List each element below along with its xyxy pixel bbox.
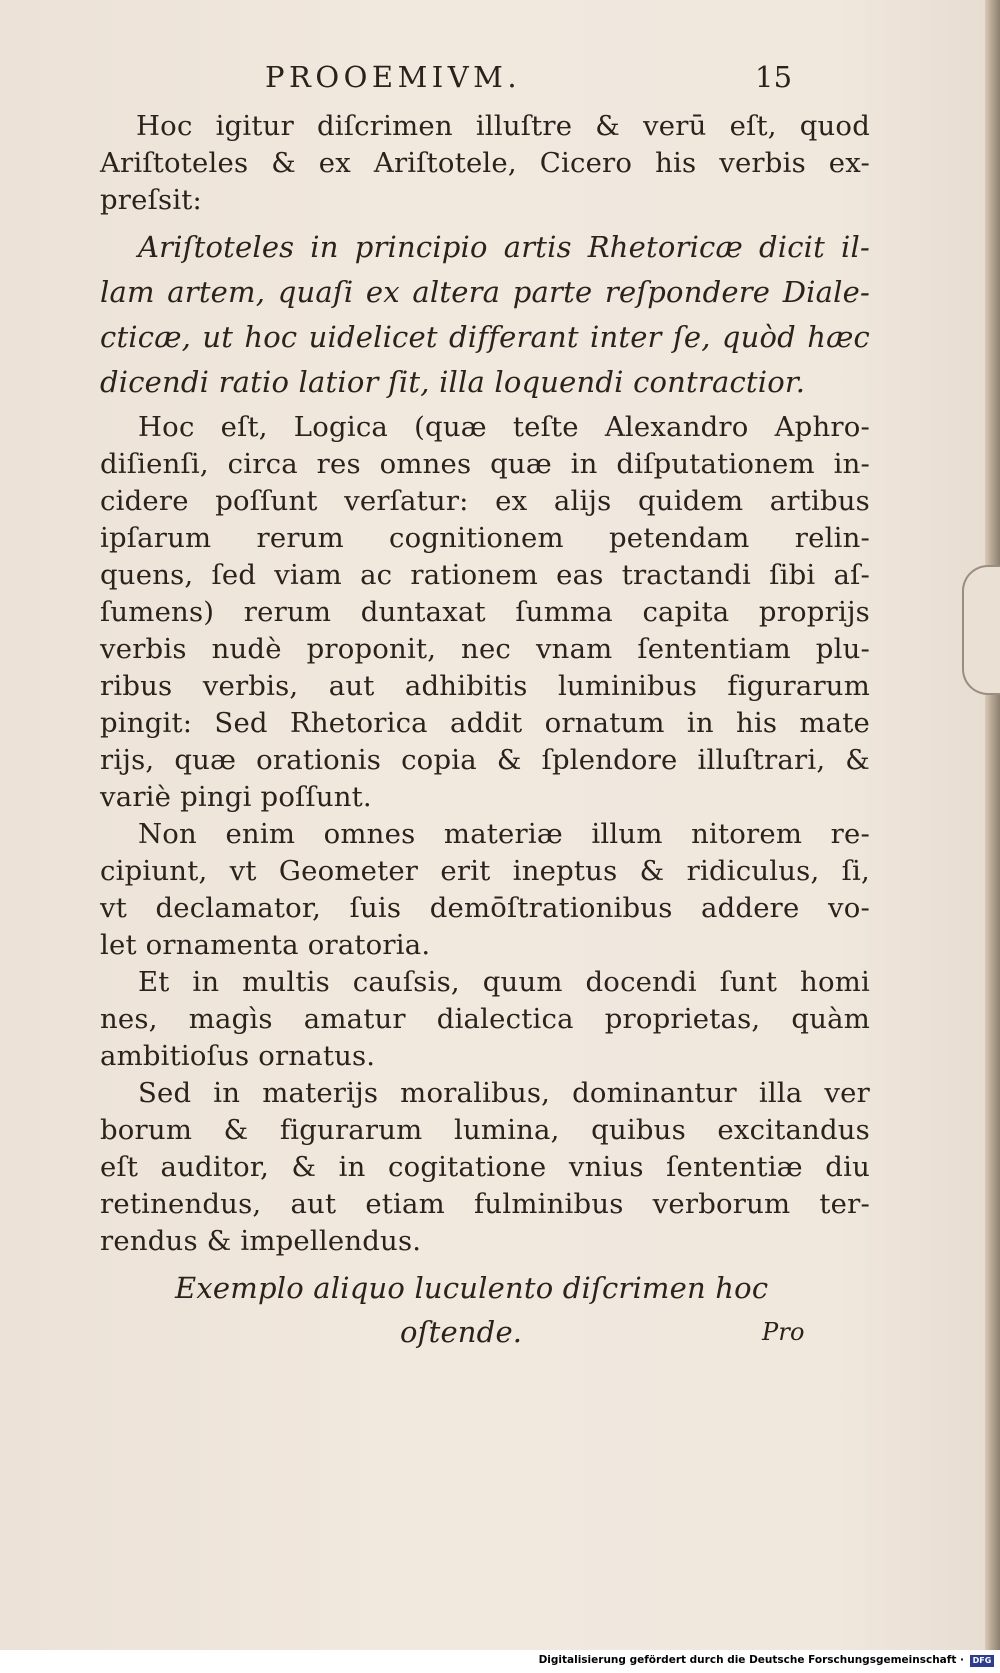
text-block bbox=[100, 60, 870, 1354]
question-line: Exemplo aliquo luculento diſcrimen hoc bbox=[175, 1271, 769, 1305]
page-edge bbox=[985, 0, 1000, 1650]
paragraph-5 bbox=[100, 1075, 870, 1260]
text-line: ipſarum rerum cognitionem petendam relin- bbox=[100, 522, 870, 554]
footer-bar bbox=[0, 1650, 1000, 1673]
text-line: eſt auditor, & in cogitatione vnius ſententiæ diu bbox=[100, 1151, 870, 1183]
dfg-logo: DFG bbox=[970, 1655, 994, 1667]
text-line: ſumens) rerum duntaxat ſumma capita proprijs bbox=[100, 596, 870, 628]
running-head: PROOEMIVM. bbox=[265, 60, 522, 94]
cicero-quotation bbox=[100, 225, 870, 405]
text-line: Hoc eſt, Logica (quæ teſte Alexandro Aphro- bbox=[138, 411, 870, 443]
quote-line: cticæ, ut hoc uidelicet differant inter ſe, quòd hæc bbox=[100, 320, 870, 354]
text-line: Hoc igitur diſcrimen illuſtre & verū eſt, quod bbox=[136, 110, 870, 142]
text-line: cipiunt, vt Geometer erit ineptus & ridiculus, ſi, bbox=[100, 855, 870, 887]
page-header bbox=[100, 60, 870, 106]
quote-line: dicendi ratio latior ſit, illa loquendi contractior. bbox=[100, 365, 806, 399]
text-line: rendus & impellendus. bbox=[100, 1225, 422, 1257]
text-line: ambitioſus ornatus. bbox=[100, 1040, 376, 1072]
text-line: preſsit: bbox=[100, 184, 203, 216]
text-line: Non enim omnes materiæ illum nitorem re- bbox=[138, 818, 870, 850]
question-line: oſtende. bbox=[400, 1315, 523, 1349]
paragraph-4 bbox=[100, 964, 870, 1075]
text-line: nes, magìs amatur dialectica proprietas, quàm bbox=[100, 1003, 870, 1035]
text-line: rijs, quæ orationis copia & ſplendore illuſtrari, & bbox=[100, 744, 870, 776]
text-line: verbis nudè proponit, nec vnam ſententiam plu- bbox=[100, 633, 870, 665]
text-line: quens, ſed viam ac rationem eas tractandi ſibi aſ- bbox=[100, 559, 870, 591]
paragraph-3 bbox=[100, 816, 870, 964]
catchword: Pro bbox=[762, 1318, 805, 1346]
page-number: 15 bbox=[755, 60, 793, 94]
text-line: diſienſi, circa res omnes quæ in diſputationem in- bbox=[100, 448, 870, 480]
quote-line: lam artem, quaſi ex altera parte reſpondere Diale- bbox=[100, 275, 870, 309]
text-line: cidere poſſunt verſatur: ex alijs quidem artibus bbox=[100, 485, 870, 517]
text-line: Et in multis cauſsis, quum docendi ſunt homi bbox=[138, 966, 870, 998]
text-line: vt declamator, ſuis demōſtrationibus addere vo- bbox=[100, 892, 870, 924]
text-line: retinendus, aut etiam fulminibus verborum ter- bbox=[100, 1188, 870, 1220]
paragraph-2 bbox=[100, 409, 870, 816]
question-heading bbox=[100, 1266, 870, 1354]
text-line: pingit: Sed Rhetorica addit ornatum in his mate bbox=[100, 707, 870, 739]
text-line: Ariſtoteles & ex Ariſtotele, Cicero his verbis ex- bbox=[100, 147, 870, 179]
text-line: borum & figurarum lumina, quibus excitandus bbox=[100, 1114, 870, 1146]
text-line: variè pingi poſſunt. bbox=[100, 781, 372, 813]
page-edge-tab bbox=[962, 565, 1000, 695]
paragraph-1 bbox=[100, 108, 870, 219]
text-line: ribus verbis, aut adhibitis luminibus figurarum bbox=[100, 670, 870, 702]
digitization-credit: Digitalisierung gefördert durch die Deutsche Forschungsgemeinschaft · bbox=[538, 1654, 964, 1666]
quote-line: Ariſtoteles in principio artis Rhetoricæ dicit il- bbox=[138, 230, 870, 264]
text-line: Sed in materijs moralibus, dominantur illa ver bbox=[138, 1077, 870, 1109]
text-line: let ornamenta oratoria. bbox=[100, 929, 431, 961]
